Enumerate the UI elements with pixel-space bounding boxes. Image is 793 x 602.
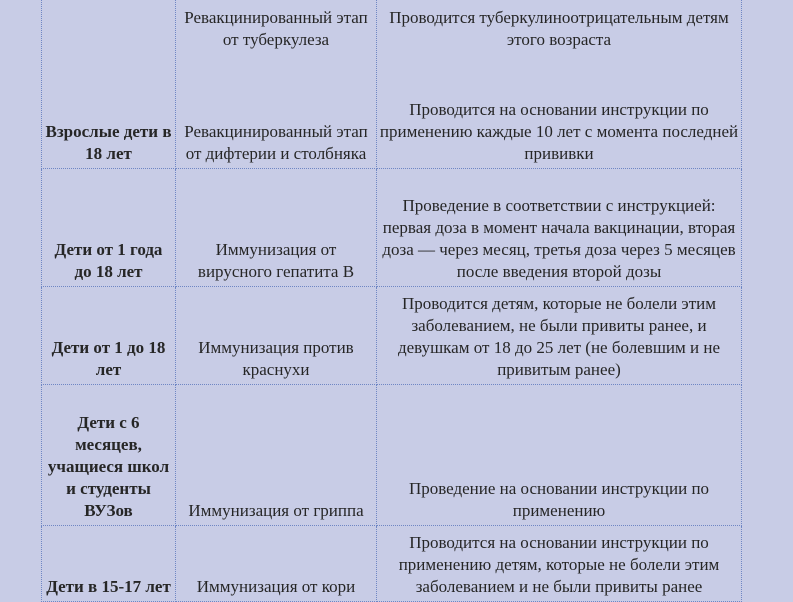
table-row [42, 385, 742, 526]
table-row [42, 287, 742, 385]
schedule-table [41, 0, 742, 602]
vaccine-cell: Иммунизация от гриппа [176, 385, 377, 526]
vaccine-name: Ревакцинированный этап от дифтерии и столбняка [184, 122, 368, 163]
note-cell: Проведение в соответствии с инструкцией: первая доза в момент начала вакцинации, вторая доза — через месяц, третья доза через 5 месяцев после введения второй дозы [377, 169, 742, 287]
vaccination-schedule-table [41, 0, 741, 602]
table-row [42, 526, 742, 602]
vaccine-name: Ревакцинированный этап от туберкулеза [184, 8, 368, 49]
vaccine-cell: Иммунизация от вирусного гепатита В [176, 169, 377, 287]
age-group-cell: Дети с 6 месяцев, учащиеся школ и студенты ВУЗов [42, 385, 176, 526]
age-group-cell: Дети в 15-17 лет [42, 526, 176, 602]
note-cell: Проводится детям, которые не болели этим заболеванием, не были привиты ранее, и девушкам от 18 до 25 лет (не болевшим и не привитым ранее) [377, 287, 742, 385]
table-row [42, 0, 742, 169]
age-group-cell: Взрослые дети в 18 лет [42, 0, 176, 169]
age-group-cell: Дети от 1 года до 18 лет [42, 169, 176, 287]
age-group-cell: Дети от 1 до 18 лет [42, 287, 176, 385]
table-row [42, 169, 742, 287]
vaccine-note: Проводится на основании инструкции по применению каждые 10 лет с момента последней прививки [379, 100, 739, 163]
vaccine-cell: Иммунизация от кори [176, 526, 377, 602]
note-cell: Проведение на основании инструкции по применению [377, 385, 742, 526]
note-cell: Проводится на основании инструкции по применению детям, которые не болели этим заболеванием и не были привиты ранее [377, 526, 742, 602]
vaccine-cell [176, 0, 377, 169]
note-cell [377, 0, 742, 169]
vaccine-note: Проводится туберкулиноотрицательным детям этого возраста [389, 8, 729, 49]
vaccine-cell: Иммунизация против краснухи [176, 287, 377, 385]
